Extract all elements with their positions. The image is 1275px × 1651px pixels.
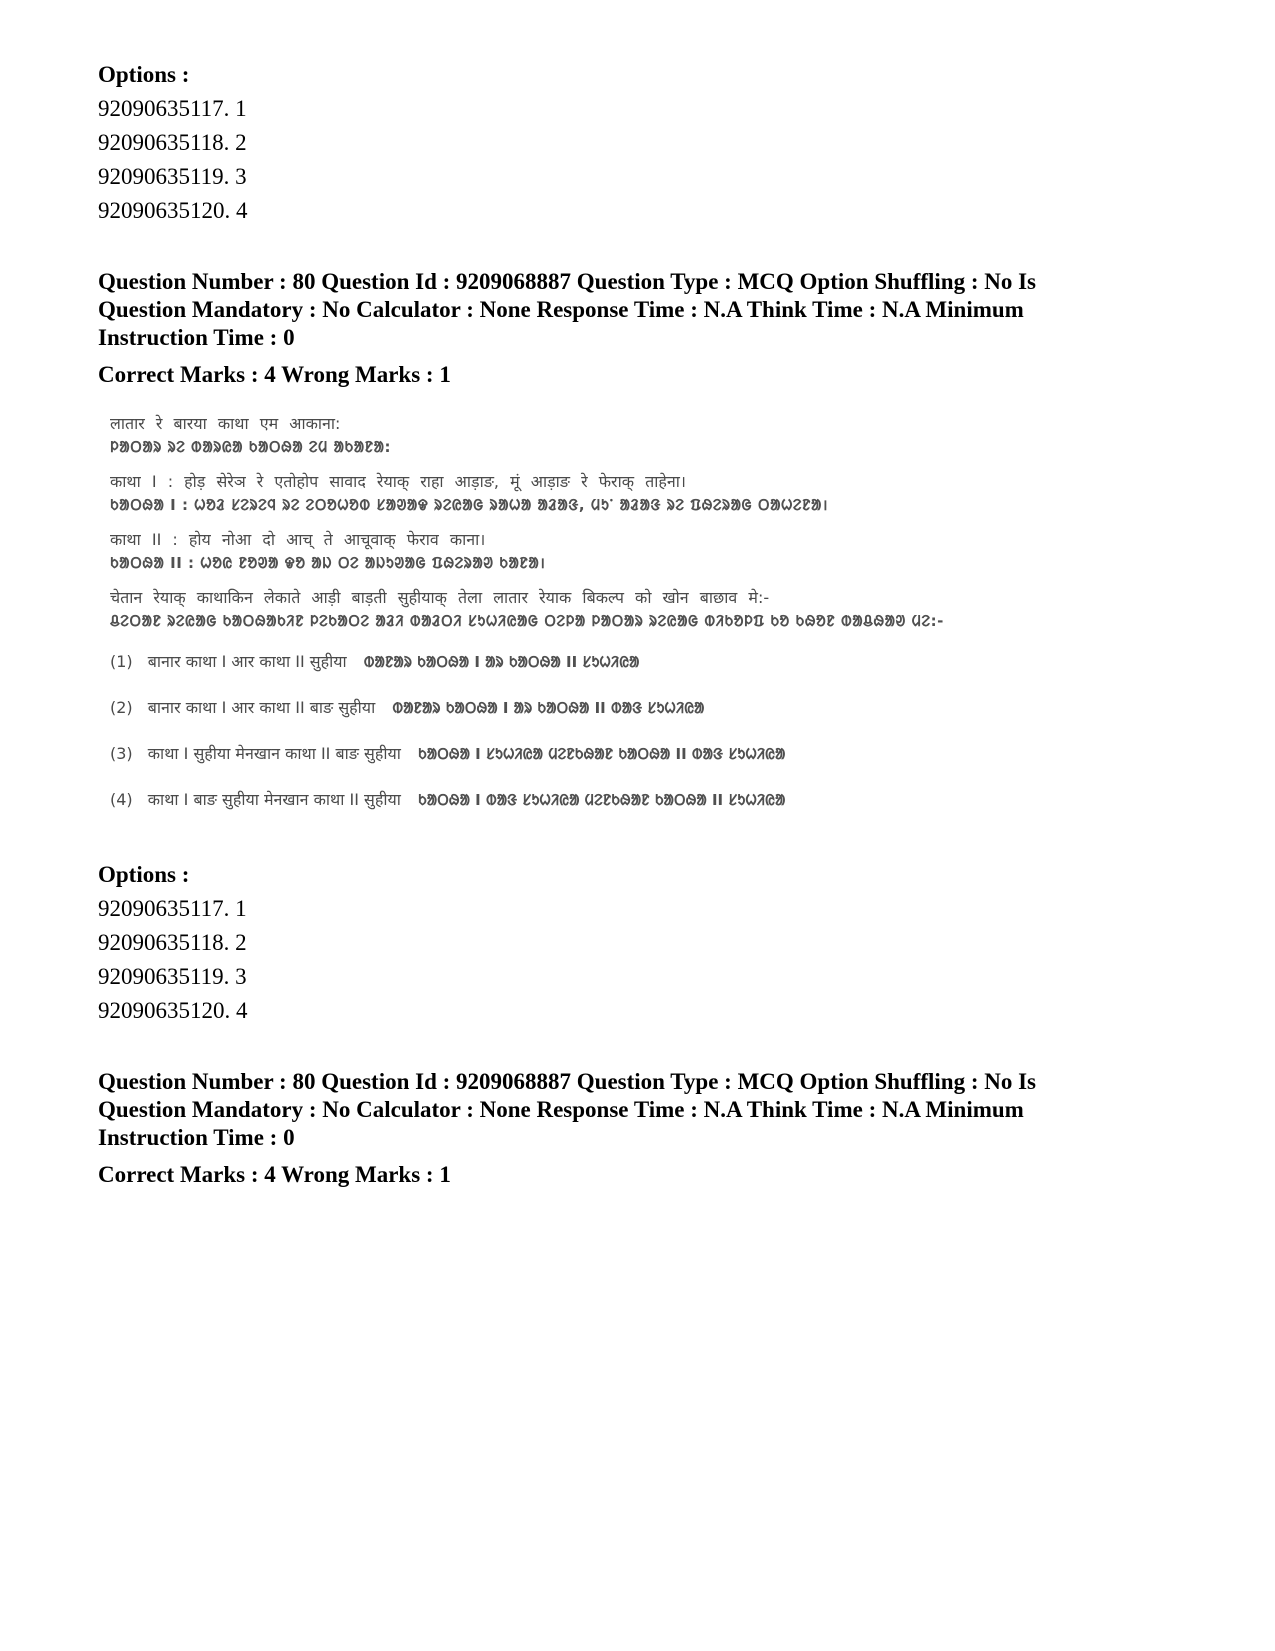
statement-1-olchiki: ᱠᱟᱛᱷᱟ I : ᱦᱚᱲ ᱥᱮᱨᱮᱧ ᱨᱮ ᱮᱛᱚᱦᱚᱵ ᱥᱟᱣᱟᱫ ᱨᱮᱭᱟᱜ ᱨᱟᱦᱟ ᱟᱲᱟᱝ, ᱢᱩᱸ ᱟᱲᱟᱝ ᱨᱮ ᱯᱷᱮᱨᱟᱜ ᱛᱟᱦᱮᱱᱟ। [110,496,829,514]
intro-hindi: लातार रे बारया काथा एम आकाना: [110,414,341,433]
option-item: 92090635119. 3 [98,164,247,189]
statement-1 [110,470,950,516]
option-item: 92090635117. 1 [98,96,247,121]
statement-2 [110,528,950,574]
choice-olchiki: ᱠᱟᱛᱷᱟ I ᱥᱩᱦᱤᱭᱟ ᱢᱮᱱᱠᱷᱟᱱ ᱠᱟᱛᱷᱟ II ᱵᱟᱝ ᱥᱩᱦᱤᱭᱟ [418,745,786,763]
question-marks: Correct Marks : 4 Wrong Marks : 1 [98,1162,451,1187]
question-meta-line: Question Mandatory : No Calculator : None Response Time : N.A Think Time : N.A Minimum [98,1097,1024,1122]
choice-olchiki: ᱵᱟᱱᱟᱨ ᱠᱟᱛᱷᱟ I ᱟᱨ ᱠᱟᱛᱷᱟ II ᱵᱟᱝ ᱥᱩᱦᱤᱭᱟ [392,699,705,717]
answer-choice-4 [110,788,950,812]
choice-number: (3) [110,744,133,763]
options-heading: Options : [98,862,190,887]
instruction-olchiki: ᱪᱮᱛᱟᱱ ᱨᱮᱭᱟᱜ ᱠᱟᱛᱷᱟᱠᱤᱱ ᱞᱮᱠᱟᱛᱮ ᱟᱲᱤ ᱵᱟᱲᱛᱤ ᱥᱩᱦᱤᱭᱟᱜ ᱛᱮᱞᱟ ᱞᱟᱛᱟᱨ ᱨᱮᱭᱟᱜ ᱵᱤᱠᱚᱞᱯ ᱠᱚ ᱠᱷᱚᱱ ᱵᱟᱪᱷᱟᱣ ᱢᱮ:- [110,612,944,630]
question-meta-line: Question Number : 80 Question Id : 9209068887 Question Type : MCQ Option Shuffling : No Is [98,269,1037,294]
intro-olchiki: ᱞᱟᱛᱟᱨ ᱨᱮ ᱵᱟᱨᱭᱟ ᱠᱟᱛᱷᱟ ᱮᱢ ᱟᱠᱟᱱᱟ: [110,438,392,456]
statement-2-hindi: काथा II : होय नोआ दो आच् ते आचूवाक् फेराव काना। [110,530,486,549]
question-meta-line: Question Number : 80 Question Id : 9209068887 Question Type : MCQ Option Shuffling : No Is [98,1069,1037,1094]
instruction [110,586,950,632]
question-meta-line: Instruction Time : 0 [98,325,295,350]
question-marks: Correct Marks : 4 Wrong Marks : 1 [98,362,451,387]
choice-olchiki: ᱵᱟᱱᱟᱨ ᱠᱟᱛᱷᱟ I ᱟᱨ ᱠᱟᱛᱷᱟ II ᱥᱩᱦᱤᱭᱟ [363,653,640,671]
options-block-top [98,58,1178,228]
choice-number: (2) [110,698,133,717]
document-page [98,58,1178,1190]
choice-number: (1) [110,652,133,671]
choice-hindi: काथा I बाङ सुहीया मेनखान काथा II सुहीया [147,790,401,809]
statement-1-hindi: काथा I : होड़ सेरेञ रे एतोहोप सावाद रेयाक् राहा आड़ाङ, मूं आड़ाङ रे फेराक् ताहेना। [110,472,686,491]
choice-olchiki: ᱠᱟᱛᱷᱟ I ᱵᱟᱝ ᱥᱩᱦᱤᱭᱟ ᱢᱮᱱᱠᱷᱟᱱ ᱠᱟᱛᱷᱟ II ᱥᱩᱦᱤᱭᱟ [418,791,786,809]
answer-choice-1 [110,650,950,674]
choice-hindi: बानार काथा I आर काथा II बाङ सुहीया [147,698,376,717]
statement-2-olchiki: ᱠᱟᱛᱷᱟ II : ᱦᱚᱭ ᱱᱚᱣᱟ ᱫᱚ ᱟᱡ ᱛᱮ ᱟᱡᱩᱣᱟᱜ ᱯᱷᱮᱨᱟᱣ ᱠᱟᱱᱟ। [110,554,546,572]
choice-hindi: बानार काथा I आर काथा II सुहीया [147,652,347,671]
options-heading: Options : [98,62,190,87]
answer-choice-3 [110,742,950,766]
question-meta-line: Question Mandatory : No Calculator : None Response Time : N.A Think Time : N.A Minimum [98,297,1024,322]
question-header-2 [98,1068,1178,1190]
option-item: 92090635118. 2 [98,930,247,955]
options-block-middle [98,858,1178,1028]
option-item: 92090635119. 3 [98,964,247,989]
question-intro [110,412,950,458]
option-item: 92090635120. 4 [98,998,248,1023]
question-image [110,412,950,812]
choice-number: (4) [110,790,133,809]
option-item: 92090635117. 1 [98,896,247,921]
option-item: 92090635120. 4 [98,198,248,223]
question-meta-line: Instruction Time : 0 [98,1125,295,1150]
answer-choice-2 [110,696,950,720]
question-header [98,268,1178,390]
choice-hindi: काथा I सुहीया मेनखान काथा II बाङ सुहीया [147,744,401,763]
instruction-hindi: चेतान रेयाक् काथाकिन लेकाते आड़ी बाड़ती सुहीयाक् तेला लातार रेयाक बिकल्प को खोन बाछाव मे:- [110,588,770,607]
option-item: 92090635118. 2 [98,130,247,155]
